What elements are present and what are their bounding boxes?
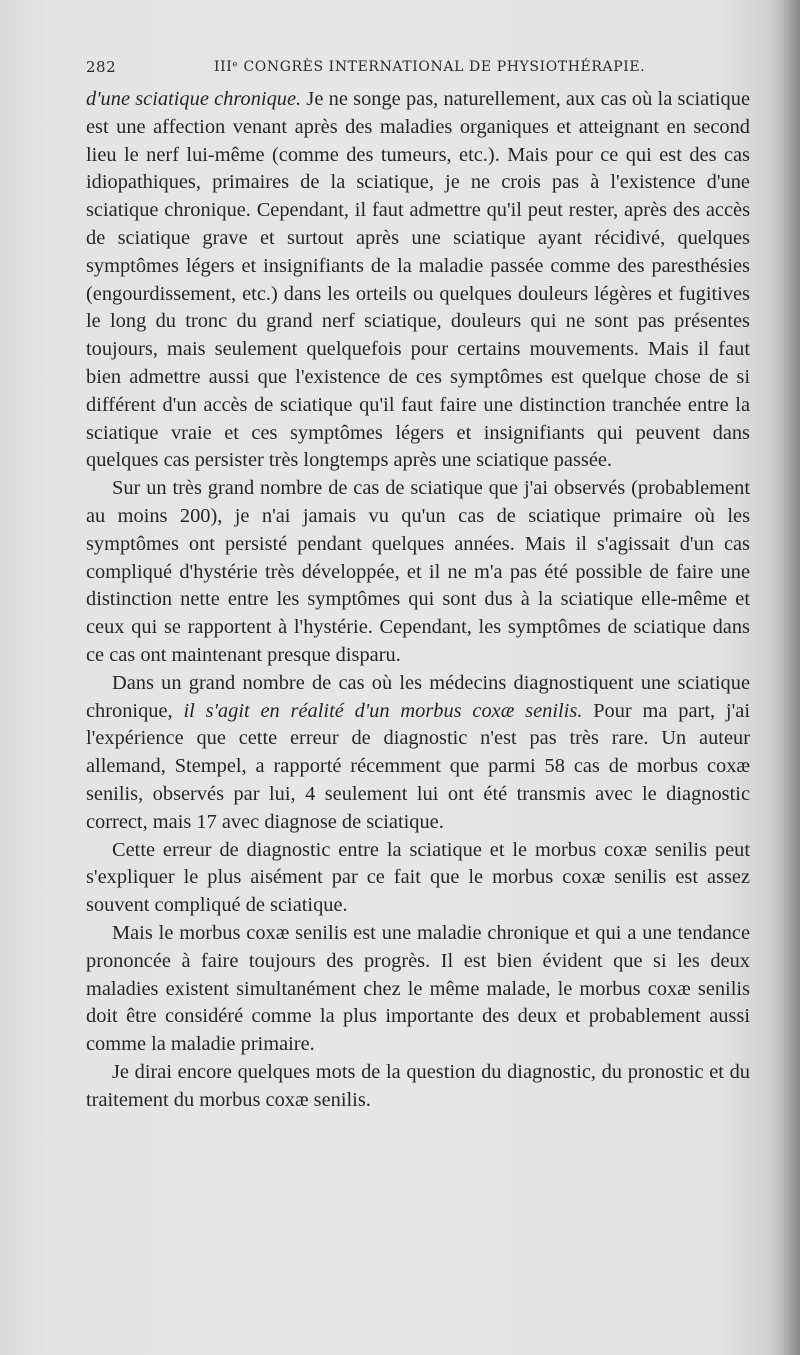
paragraph-5: [86, 920, 750, 1059]
paragraph-1-text: Je ne songe pas, naturellement, aux cas où la sciatique est une affection venant après des maladies organiques et atteignant en second lieu le nerf lui-même (comme des tumeurs, etc.). Mais pour ce qui est des cas idiopathiques, primaires de la sciatique, je ne crois pas à l'existence d'une sciatique chronique. Cependant, il faut admettre qu'il peut rester, après des accès de sciatique grave et surtout après une sciatique ayant récidivé, quelques symptômes légers et insignifiants de la maladie passée comme des paresthésies (engourdissement, etc.) dans les orteils ou quelques douleurs légères et fugitives le long du tronc du grand nerf sciatique, douleurs qui ne sont pas présentes toujours, mais seulement quelquefois pour certains mouvements. Mais il faut bien admettre aussi que l'existence de ces symptômes est quelque chose de si différent d'un accès de sciatique qu'il faut faire une distinction tranchée entre la sciatique vraie et ces symptômes légers et insignifiants qui peuvent dans quelques cas persister très longtemps après une sciatique passée.: [86, 88, 750, 472]
body-text: [86, 86, 750, 1114]
paragraph-5-text: Mais le morbus coxæ senilis est une maladie chronique et qui a une tendance prononcée à faire toujours des progrès. Il est bien évident que si les deux maladies existent simultanément chez le même malade, le morbus coxæ senilis doit être considéré comme la plus importante des deux et probablement aussi comme la maladie primaire.: [86, 921, 750, 1056]
paragraph-3-text-after: Pour ma part, j'ai l'expérience que cette erreur de diagnostic n'est pas très rare. Un auteur allemand, Stempel, a rapporté récemment que parmi 58 cas de morbus coxæ senilis, observés par lui, 4 seulement lui ont été transmis avec le diagnostic correct, mais 17 avec diagnose de sciatique.: [86, 699, 750, 833]
paragraph-2-text: Sur un très grand nombre de cas de sciatique que j'ai observés (probablement au moins 200), je n'ai jamais vu qu'un cas de sciatique primaire où les symptômes ont persisté pendant quelques années. Mais il s'agissait d'un cas compliqué d'hystérie très développée, et il ne m'a pas été possible de faire une distinction nette entre les symptômes qui sont dus à la sciatique elle-même et ceux qui se rapportent à l'hystérie. Cependant, les symptômes de sciatique dans ce cas ont maintenant presque disparu.: [86, 477, 750, 666]
page-header: [86, 58, 750, 84]
paragraph-1: [86, 86, 750, 475]
paragraph-6-text: Je dirai encore quelques mots de la question du diagnostic, du pronostic et du traitement du morbus coxæ senilis.: [86, 1060, 750, 1111]
paragraph-4: [86, 837, 750, 920]
paragraph-3-italic: il s'agit en réalité d'un morbus coxæ senilis.: [183, 699, 583, 722]
page-number: 282: [86, 58, 117, 76]
running-head: IIIᵉ CONGRÈS INTERNATIONAL DE PHYSIOTHÉRAPIE.: [214, 59, 646, 75]
paragraph-3: [86, 670, 750, 837]
paragraph-1-lead-italic: d'une sciatique chronique.: [86, 88, 302, 110]
page-edge-shadow: [770, 0, 800, 1355]
paragraph-2: [86, 475, 750, 670]
paragraph-4-text: Cette erreur de diagnostic entre la sciatique et le morbus coxæ senilis peut s'expliquer le plus aisément par ce fait que le morbus coxæ senilis est assez souvent compliqué de sciatique.: [86, 838, 750, 917]
paragraph-6: [86, 1059, 750, 1115]
paragraph-3-text-before: Dans un grand nombre de cas où les médecins diagnostiquent une sciatique chronique,: [86, 671, 750, 722]
